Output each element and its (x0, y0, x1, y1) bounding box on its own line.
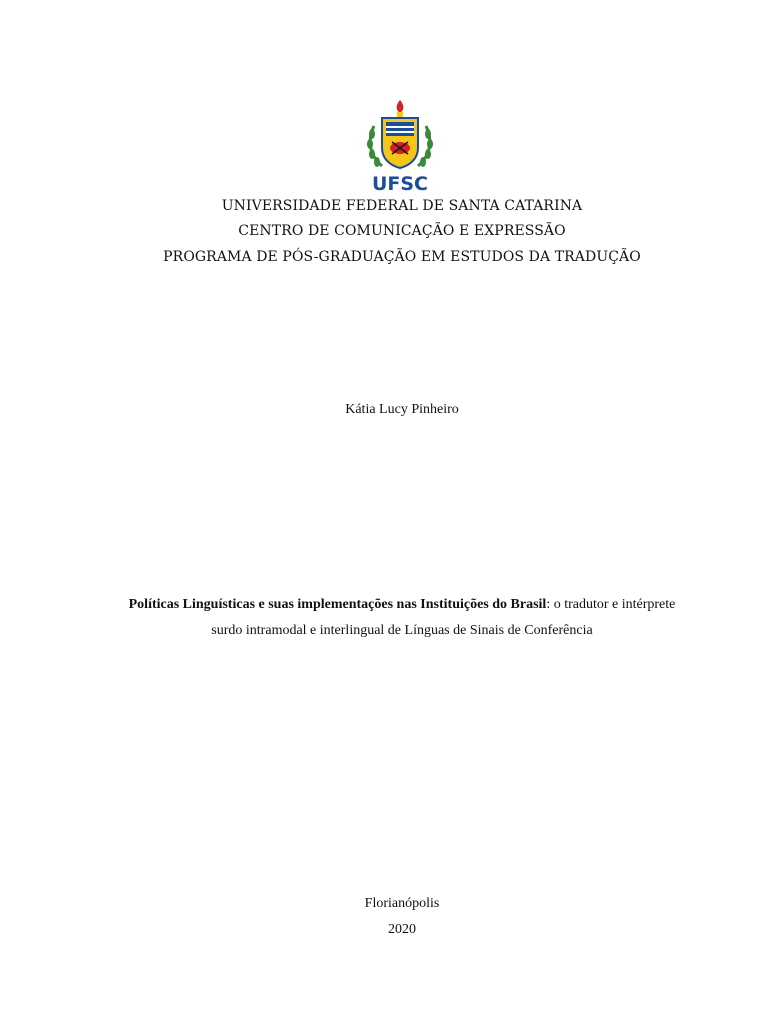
thesis-title (120, 592, 684, 644)
program-name: PROGRAMA DE PÓS-GRADUAÇÃO EM ESTUDOS DA TRADUÇÃO (163, 249, 641, 265)
university-name: UNIVERSIDADE FEDERAL DE SANTA CATARINA (221, 198, 583, 214)
city: Florianópolis (364, 896, 440, 911)
thesis-title-main: Políticas Linguísticas e suas implementações nas Instituições do Brasil (128, 597, 547, 612)
year: 2020 (388, 922, 416, 937)
thesis-title-subtitle: : o tradutor e intérprete surdo intramodal e interlingual de Línguas de Sinais de Conferência (211, 597, 676, 638)
author-name: Kátia Lucy Pinheiro (345, 402, 459, 417)
ufsc-logo-text: UFSC (371, 173, 429, 194)
ufsc-logo (360, 98, 440, 194)
center-name: CENTRO DE COMUNICAÇÃO E EXPRESSÃO (238, 223, 566, 239)
